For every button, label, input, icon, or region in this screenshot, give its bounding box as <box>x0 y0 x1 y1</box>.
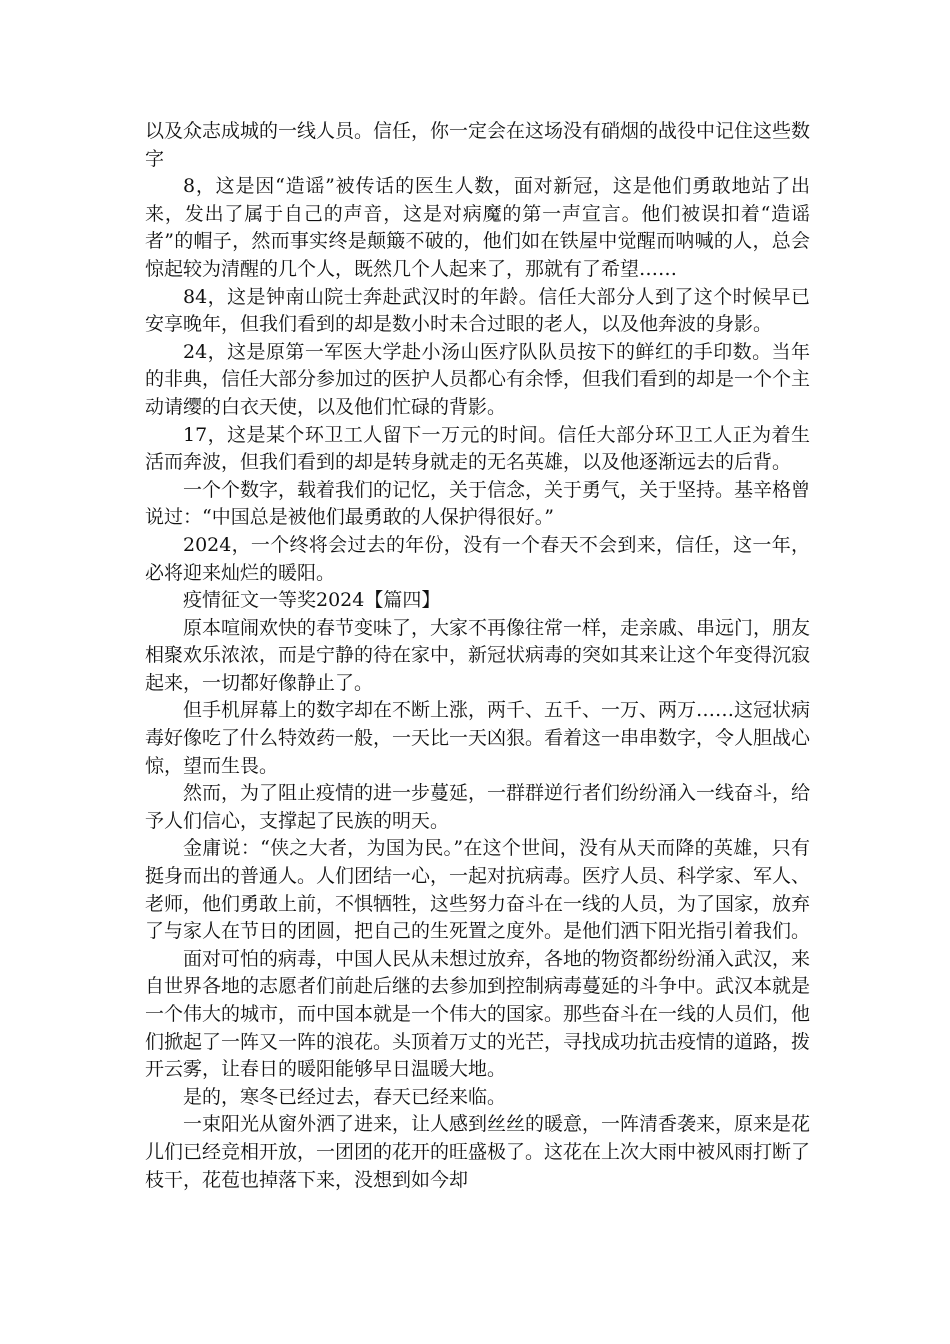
paragraph-sanitation-worker-17: 17，这是某个环卫工人留下一万元的时间。信任大部分环卫工人正为着生活而奔波，但我们看到的却是转身就走的无名英雄，以及他逐渐远去的后背。 <box>145 423 810 474</box>
paragraph-retrograders: 然而，为了阻止疫情的进一步蔓延，一群群逆行者们纷纷涌入一线奋斗，给予人们信心，支撑起了民族的明天。 <box>145 782 811 832</box>
paragraph-numbers-memory: 一个个数字，载着我们的记忆，关于信念，关于勇气，关于坚持。基辛格曾说过：“中国总是被他们最勇敢的人保护得很好。” <box>145 478 811 529</box>
paragraph-rising-numbers: 但手机屏幕上的数字却在不断上涨，两千、五千、一万、两万……这冠状病毒好像吃了什么特效药一般，一天比一天凶狠。看着这一串串数字，令人胆战心惊，望而生畏。 <box>145 699 811 777</box>
paragraph-year-2024: 2024，一个终将会过去的年份，没有一个春天不会到来，信任，这一年，必将迎来灿烂的暖阳。 <box>145 533 810 584</box>
document-body <box>145 118 810 1194</box>
paragraph-spring-festival: 原本喧闹欢快的春节变味了，大家不再像往常一样，走亲戚、串远门，朋友相聚欢乐浓浓，而是宁静的待在家中，新冠状病毒的突如其来让这个年变得沉寂起来，一切都好像静止了。 <box>145 616 811 694</box>
paragraph-jin-yong-quote: 金庸说：“侠之大者，为国为民。”在这个世间，没有从天而降的英雄，只有挺身而出的普通人。人们团结一心，一起对抗病毒。医疗人员、科学家、军人、老师，他们勇敢上前，不惧牺牲，这些努力奋斗在一线的人员，为了国家，放弃了与家人在节日的团圆，把自己的生死置之度外。是他们洒下阳光指引着我们。 <box>145 837 811 943</box>
paragraph-sunlight-flowers: 一束阳光从窗外洒了进来，让人感到丝丝的暖意，一阵清香袭来，原来是花儿们已经竞相开放，一团团的花开的旺盛极了。这花在上次大雨中被风雨打断了枝干，花苞也掉落下来，没想到如今却 <box>145 1113 811 1191</box>
section-heading: 疫情征文一等奖2024【篇四】 <box>183 589 441 612</box>
paragraph-continuation: 以及众志成城的一线人员。信任，你一定会在这场没有硝烟的战役中记住这些数字 <box>145 120 811 170</box>
paragraph-facing-virus: 面对可怕的病毒，中国人民从未想过放弃，各地的物资都纷纷涌入武汉，来自世界各地的志愿者们前赴后继的去参加到控制病毒蔓延的斗争中。武汉本就是一个伟大的城市，而中国本就是一个伟大的国家。那些奋斗在一线的人员们，他们掀起了一阵又一阵的浪花。头顶着万丈的光芒，寻找成功抗击疫情的道路，拨开云雾，让春日的暖阳能够早日温暖大地。 <box>145 947 811 1081</box>
paragraph-medical-team-24: 24，这是原第一军医大学赴小汤山医疗队队员按下的鲜红的手印数。当年的非典，信任大部分参加过的医护人员都心有余悸，但我们看到的却是一个个主动请缨的白衣天使，以及他们忙碌的背影。 <box>145 340 811 418</box>
paragraph-zhong-nanshan-84: 84，这是钟南山院士奔赴武汉时的年龄。信任大部分人到了这个时候早已安享晚年，但我们看到的却是数小时未合过眼的老人，以及他奔波的身影。 <box>145 285 810 336</box>
paragraph-winter-passed: 是的，寒冬已经过去，春天已经来临。 <box>183 1085 507 1108</box>
paragraph-doctors-8: 8，这是因“造谣”被传话的医生人数，面对新冠，这是他们勇敢地站了出来，发出了属于自己的声音，这是对病魔的第一声宣言。他们被误扣着“造谣者”的帽子，然而事实终是颠簸不破的，他们如在铁屋中觉醒而呐喊的人，总会惊起较为清醒的几个人，既然几个人起来了，那就有了希望…… <box>145 175 810 280</box>
